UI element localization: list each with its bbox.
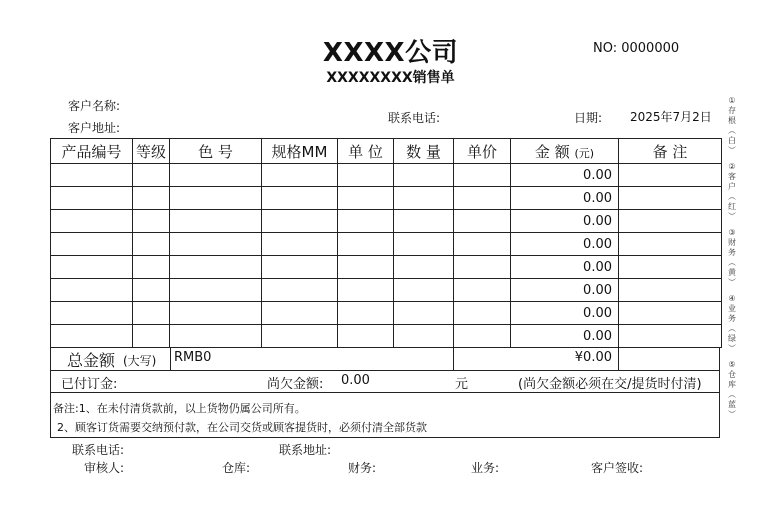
copy-label-char: 蓝 [728,400,736,409]
table-cell[interactable] [619,325,722,348]
amount-cell[interactable]: 0.00 [511,210,619,233]
col-spec: 规格MM [262,139,338,164]
table-cell[interactable] [619,210,722,233]
total-rmb: RMB0 [174,350,212,365]
copy-label-char: 根 [728,116,736,125]
customer-sign-label: 客户签收: [591,461,644,475]
table-cell[interactable] [338,279,394,302]
table-cell[interactable] [133,233,170,256]
table-cell[interactable] [170,164,262,187]
form-title: XXXXXXXX销售单 [326,70,455,86]
table-cell[interactable] [51,164,133,187]
date-value: 2025年7月2日 [630,110,712,124]
owed-note: (尚欠金额必须在交/提货时付清) [518,377,702,392]
copy-label-char: ︵ [728,324,736,333]
table-cell[interactable] [394,210,454,233]
table-row [51,210,722,233]
table-cell[interactable] [619,256,722,279]
footer-address-label: 联系地址: [279,443,332,457]
table-row [51,302,722,325]
table-cell[interactable] [619,302,722,325]
remark-line-1: 备注:1、在未付清货款前，以上货物仍属公司所有。 [53,402,306,415]
table-cell[interactable] [338,256,394,279]
table-cell[interactable] [262,233,338,256]
sales-table [50,138,722,348]
amount-cell[interactable]: 0.00 [511,302,619,325]
copy-label-char: 财 [728,238,736,247]
table-cell[interactable] [454,325,511,348]
copy-label-char: 仓 [728,370,736,379]
copy-label-char: ︶ [728,146,736,155]
table-cell[interactable] [394,164,454,187]
table-cell[interactable] [338,187,394,210]
amount-cell[interactable]: 0.00 [511,233,619,256]
table-cell[interactable] [170,279,262,302]
customer-address-label: 客户地址: [68,121,121,135]
copy-label-char: ︶ [728,278,736,287]
table-cell[interactable] [394,256,454,279]
table-cell[interactable] [338,302,394,325]
phone-label: 联系电话: [388,111,441,125]
paid-label: 已付订金: [61,377,118,392]
table-cell[interactable] [262,164,338,187]
table-cell[interactable] [51,325,133,348]
total-label-sub: (大写) [123,354,157,368]
amount-cell[interactable]: 0.00 [511,279,619,302]
table-cell[interactable] [619,233,722,256]
copy-label-char: 务 [728,314,736,323]
table-cell[interactable] [133,210,170,233]
table-row [51,256,722,279]
footer-phone-label: 联系电话: [72,443,125,457]
total-row [50,347,720,371]
table-cell[interactable] [262,325,338,348]
table-cell[interactable] [619,164,722,187]
table-row [51,187,722,210]
copy-label-char: 务 [728,248,736,257]
table-cell[interactable] [170,302,262,325]
copy-label-char: ︶ [728,212,736,221]
copy-label-char: 白 [728,136,736,145]
table-cell[interactable] [51,233,133,256]
copy-label-char: ︵ [728,192,736,201]
table-cell[interactable] [51,256,133,279]
table-cell[interactable] [619,279,722,302]
copy-label-char: ︵ [728,258,736,267]
copy-label-char: ① [728,96,736,105]
table-row [51,325,722,348]
table-cell[interactable] [338,233,394,256]
table-cell[interactable] [133,164,170,187]
copy-label-char: 户 [728,182,736,191]
table-cell[interactable] [454,210,511,233]
total-amount-cell [453,347,619,370]
table-cell[interactable] [51,210,133,233]
copy-label-char: ③ [728,228,736,237]
table-cell[interactable] [338,164,394,187]
copy-label-char: 存 [728,106,736,115]
copy-label [726,162,738,222]
copy-distribution-column [726,96,738,426]
reviewer-label: 审核人: [84,461,125,475]
table-cell[interactable] [394,302,454,325]
amount-cell[interactable]: 0.00 [511,256,619,279]
table-cell[interactable] [133,256,170,279]
copy-label-char: ︵ [728,126,736,135]
table-cell[interactable] [133,325,170,348]
table-cell[interactable] [454,187,511,210]
table-cell[interactable] [454,256,511,279]
col-grade: 等级 [133,139,170,164]
copy-label-char: ︵ [728,390,736,399]
table-cell[interactable] [454,302,511,325]
col-product-code: 产品编号 [51,139,133,164]
owed-unit: 元 [455,377,469,392]
table-row [51,279,722,302]
warehouse-label: 仓库: [222,461,251,475]
col-amount-unit: (元) [574,146,595,160]
copy-label [726,294,738,354]
business-label: 业务: [471,461,500,475]
col-amount [511,139,619,164]
copy-label-char: 黄 [728,268,736,277]
col-price: 单价 [454,139,511,164]
table-cell[interactable] [133,187,170,210]
table-cell[interactable] [170,233,262,256]
table-cell[interactable] [394,233,454,256]
copy-label [726,360,738,420]
col-quantity: 数 量 [394,139,454,164]
table-cell[interactable] [170,325,262,348]
total-label: 总金额 [67,351,116,370]
copy-label-char: ︶ [728,410,736,419]
table-cell[interactable] [394,187,454,210]
col-unit: 单 位 [338,139,394,164]
amount-cell[interactable]: 0.00 [511,325,619,348]
table-cell[interactable] [454,164,511,187]
copy-label-char: ︶ [728,344,736,353]
table-cell[interactable] [338,210,394,233]
table-cell[interactable] [133,279,170,302]
table-cell[interactable] [170,187,262,210]
table-cell[interactable] [394,325,454,348]
copy-label-char: ② [728,162,736,171]
owed-label: 尚欠金额: [267,377,324,392]
owed-value: 0.00 [341,373,370,388]
copy-label-char: 绿 [728,334,736,343]
amount-cell[interactable]: 0.00 [511,187,619,210]
table-cell[interactable] [51,279,133,302]
table-cell[interactable] [170,256,262,279]
table-row [51,164,722,187]
copy-label [726,228,738,288]
table-cell[interactable] [262,256,338,279]
table-cell[interactable] [619,187,722,210]
col-amount-label: 金 额 [534,142,570,161]
copy-label-char: 库 [728,380,736,389]
table-cell[interactable] [454,279,511,302]
col-color: 色 号 [170,139,262,164]
table-cell[interactable] [133,302,170,325]
table-cell[interactable] [262,210,338,233]
table-cell[interactable] [262,187,338,210]
total-label-cell [51,347,171,370]
table-cell[interactable] [262,279,338,302]
remark-line-2: 2、顾客订货需要交纳预付款，在公司交货或顾客提货时，必须付清全部货款 [57,421,427,434]
company-title: XXXX公司 [322,38,459,68]
copy-label-char: 业 [728,304,736,313]
copy-label-char: 客 [728,172,736,181]
table-cell[interactable] [394,279,454,302]
form-number: NO: 0000000 [593,41,680,56]
remarks-box [50,392,720,438]
copy-label-char: ⑤ [728,360,736,369]
table-cell[interactable] [51,302,133,325]
table-cell[interactable] [51,187,133,210]
table-header-row [51,139,722,164]
total-amount: ¥0.00 [574,350,612,365]
col-remark: 备 注 [619,139,722,164]
table-cell[interactable] [338,325,394,348]
table-cell[interactable] [170,210,262,233]
amount-cell[interactable]: 0.00 [511,164,619,187]
copy-label [726,96,738,156]
table-cell[interactable] [454,233,511,256]
date-label: 日期: [574,111,603,125]
finance-label: 财务: [348,461,377,475]
table-cell[interactable] [262,302,338,325]
copy-label-char: 红 [728,202,736,211]
deposit-row [50,370,720,393]
table-row [51,233,722,256]
customer-name-label: 客户名称: [68,99,121,113]
copy-label-char: ④ [728,294,736,303]
